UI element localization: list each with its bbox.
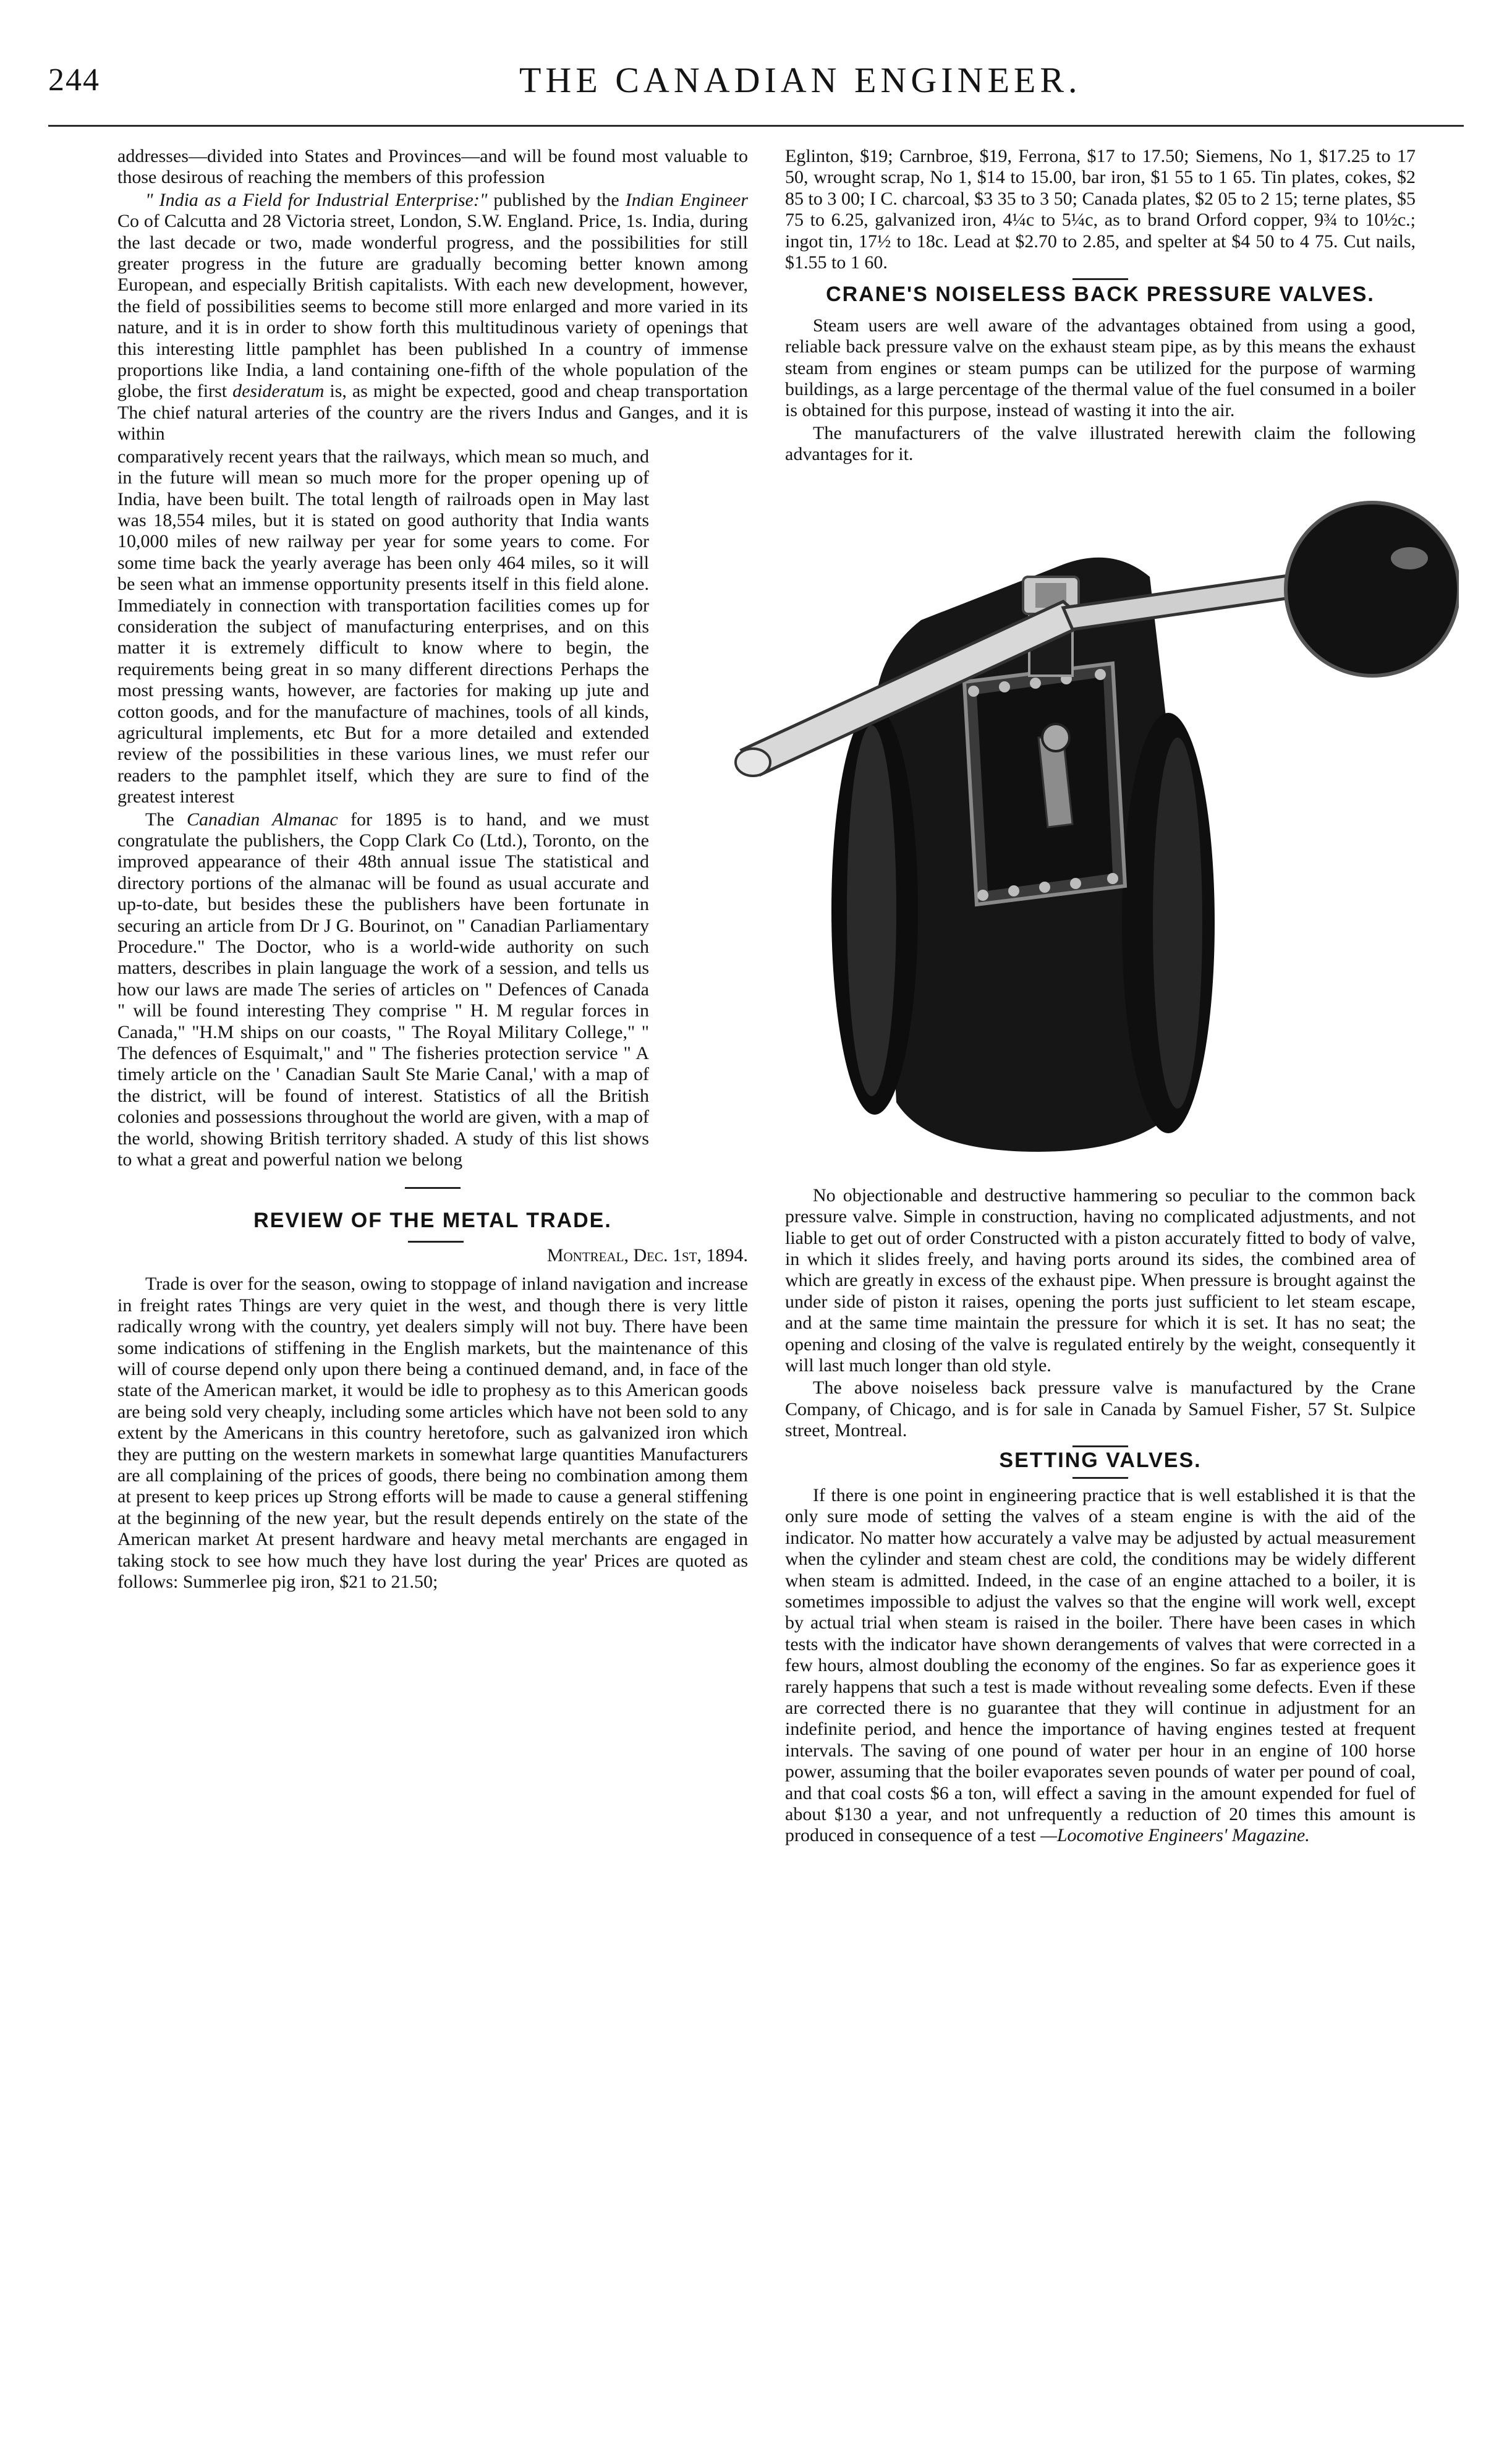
section-divider [405, 1187, 461, 1189]
section-divider [1072, 278, 1128, 280]
india-railways-paragraph: comparatively recent years that the railways, which mean so much, and in the future will mean so much more for the proper opening up of India, have been built. The total length of railroads open in May last was 18,554 miles, but it is stated on good authority that India wants 10,000 miles of new railway per year for some years to come. For some time back the yearly average has been only 464 miles, so it will be seen what an immense opportunity presents itself in this field alone. Immediately in connection with transportation facilities comes up for consideration the subject of manufacturing enterprises, and on this matter it is extremely difficult to know where to begin, the requirements being great in so many different directions Perhaps the most pressing wants, however, are factories for making up jute and cotton goods, and for the manufacture of machines, tools of all kinds, agricultural implements, etc But for a more detailed and extended review of the possibilities in these various lines, we must refer our readers to the pamphlet itself, which they are sure to find of the greatest interest [117, 446, 649, 807]
setting-valves-text: If there is one point in engineering practice that is well established it is that the only sure mode of setting the valves of a steam engine is with the aid of the indicator. No matter how accurately a valve may be adjusted by actual measurement when the cylinder and steam chest are cold, the conditions may be widely different when steam is admitted. Indeed, in the case of an engine attached to a boiler, it is sometimes impossible to adjust the valves so that the engine will work well, except by actual trial when steam is raised in the boiler. There have been cases in which tests with the indicator have shown derangements of valves that were corrected in a few hours, almost doubling the economy of the engines. So far as experience goes it rarely happens that such a test is made without revealing some defects. Even if these are corrected there is no guarantee that they will continue in adjustment for an indefinite period, and hence the importance of having engines tested at frequent intervals. The saving of one pound of water per hour in an engine of 100 horse power, assuming that the boiler evaporates seven pounds of water per pound of coal, and that coal costs $6 a ton, will effect a saving in the amount expended for fuel of about $130 a year, and not unfrequently a reduction of 20 times this amount is produced in consequence of a test [785, 1484, 1416, 1846]
almanac-text: for 1895 is to hand, and we must congratulate the publishers, the Copp Clark Co (Ltd.), Toronto, on the improved appearance of their 48th annual issue The statistical and directory portions of the almanac will be found as usual accurate and up-to-date, but besides these the publishers have been fortunate in securing an article from Dr J G. Bourinot, on " Canadian Parliamentary Procedure." The Doctor, who is a world-wide authority on such matters, describes in plain language the work of a session, and tells us how our laws are made The series of articles on " Defences of Canada " will be found interesting They comprise " H. M regular forces in Canada," "H.M ships on our coasts, " The Royal Military College," " The defences of Esquimalt," and " The fisheries protection service " A timely article on the ' Canadian Sault Ste Marie Canal,' with a map of the district, will be found of interest. Statistics of all the British colonies and possessions throughout the world are given, with a map of the world, showing British territory shaded. A study of this list shows to what a great and powerful nation we belong [117, 809, 649, 1170]
pamphlet-publisher: Indian Engineer [625, 189, 748, 210]
almanac-title: Canadian Almanac [186, 809, 338, 830]
crane-valves-heading: CRANE'S NOISELESS BACK PRESSURE VALVES. [826, 283, 1375, 307]
almanac-text-start: The [145, 809, 187, 830]
right-column [785, 146, 1416, 1848]
page-number: 244 [48, 62, 100, 98]
almanac-paragraph [117, 809, 649, 1171]
pamphlet-text-mid: published by the [487, 189, 626, 210]
heading-rule [408, 1241, 464, 1243]
heading-rule [1072, 1477, 1128, 1479]
crane-paragraph-1: Steam users are well aware of the advantages obtained from using a good, reliable back pressure valve on the exhaust steam pipe, as by this means the exhaust steam from engines or steam pumps can be utilized for the purpose of warming buildings, as a large percentage of the thermal value of the fuel consumed in a boiler is obtained for this purpose, instead of wasting it into the air. [785, 315, 1416, 421]
crane-paragraph-2: The manufacturers of the valve illustrated herewith claim the following advantages for it. [785, 422, 1416, 465]
india-pamphlet-paragraph [117, 190, 748, 445]
setting-valves-heading: SETTING VALVES. [999, 1448, 1202, 1472]
left-column [117, 146, 748, 1594]
pamphlet-title: " India as a Field for Industrial Enterprise:" [145, 189, 488, 210]
metal-trade-heading: REVIEW OF THE METAL TRADE. [253, 1208, 612, 1232]
metal-prices-continued: Eglinton, $19; Carnbroe, $19, Ferrona, $17 to 17.50; Siemens, No 1, $17.25 to 17 50, wrought scrap, No 1, $14 to 15.00, bar iron, $1 55 to 1 65. Tin plates, cokes, $2 85 to 3 00; I C. charcoal, $3 35 to 3 50; Canada plates, $2 05 to 2 15; terne plates, $5 75 to 6.25, galvanized iron, 4¼c to 5¼c, as to brand Orford copper, 9¾ to 10½c.; ingot tin, 17½ to 18c. Lead at $2.70 to 2.85, and spelter at $4 50 to 4 75. Cut nails, $1.55 to 1 60. [785, 146, 1416, 273]
metal-trade-body: Trade is over for the season, owing to stoppage of inland navigation and increase in freight rates Things are very quiet in the west, and though there is very little radically wrong with the country, yet dealers simply will not buy. There have been some indications of stiffening in the English markets, but the maintenance of this will of course depend only upon there being a continued demand, and, in face of the state of the American market, it would be idle to prophesy as to this American goods are being sold very cheaply, including some articles which have not been sold to any extent by the Americans in this country heretofore, such as galvanized iron which they are putting on the western markets in somewhat large quantities Manufacturers are all complaining of the prices of goods, there being no combination among them at present to keep prices up Strong efforts will be made to cause a general stiffening at the beginning of the new year, but the result depends entirely on the state of the American market At present hardware and heavy metal merchants are engaged in taking stock to see how much they have lost during the year' Prices are quoted as follows: Summerlee pig iron, $21 to 21.50; [117, 1274, 748, 1592]
header-rule [48, 125, 1464, 127]
section-divider [1072, 1445, 1128, 1447]
pamphlet-text-end: is, as might be expected, good and cheap transportation The chief natural arteries of the country are the rivers Indus and Ganges, and it is within [117, 381, 748, 445]
desideratum-word: desideratum [232, 381, 325, 402]
crane-paragraph-4: The above noiseless back pressure valve is manufactured by the Crane Company, of Chicago, and is for sale in Canada by Samuel Fisher, 57 St. Sulpice street, Montreal. [785, 1377, 1416, 1441]
pamphlet-text: Co of Calcutta and 28 Victoria street, London, S.W. England. Price, 1s. India, during the last decade or two, made wonderful progress, and the possibilities for still greater progress in the future are gradually becoming better known among European, and especially British capitalists. With each new development, however, the field of possibilities seems to become still more enlarged and more varied in its nature, and it is in order to show forth this multitudinous variety of openings that this interesting little pamphlet has been published In a country of immense proportions like India, a land containing one-fifth of the whole population of the globe, the first [117, 211, 748, 402]
directory-paragraph: addresses—divided into States and Provinces—and will be found most valuable to those desirous of reaching the members of this profession [117, 146, 748, 188]
metal-trade-dateline: Montreal, Dec. 1st, 1894. [546, 1245, 748, 1266]
back-pressure-valve-illustration [717, 478, 1459, 1170]
setting-valves-source: —Locomotive Engineers' Magazine. [1040, 1825, 1310, 1846]
setting-valves-body [785, 1485, 1416, 1847]
journal-title: THE CANADIAN ENGINEER. [519, 60, 1082, 100]
crane-paragraph-3: No objectionable and destructive hammering so peculiar to the common back pressure valve. Simple in construction, having no complicated adjustments, and not liable to get out of order Constructed with a piston accurately fitted to body of valve, in which it slides freely, and having ports around its sides, the combined area of which are greatly in excess of the exhaust pipe. When pressure is brought against the under side of piston it raises, opening the ports just sufficient to let steam escape, and at the same time maintain the pressure for which it is set. It has no seat; the opening and closing of the valve is regulated entirely by the weight, consequently it will last much longer than old style. [785, 1185, 1416, 1376]
